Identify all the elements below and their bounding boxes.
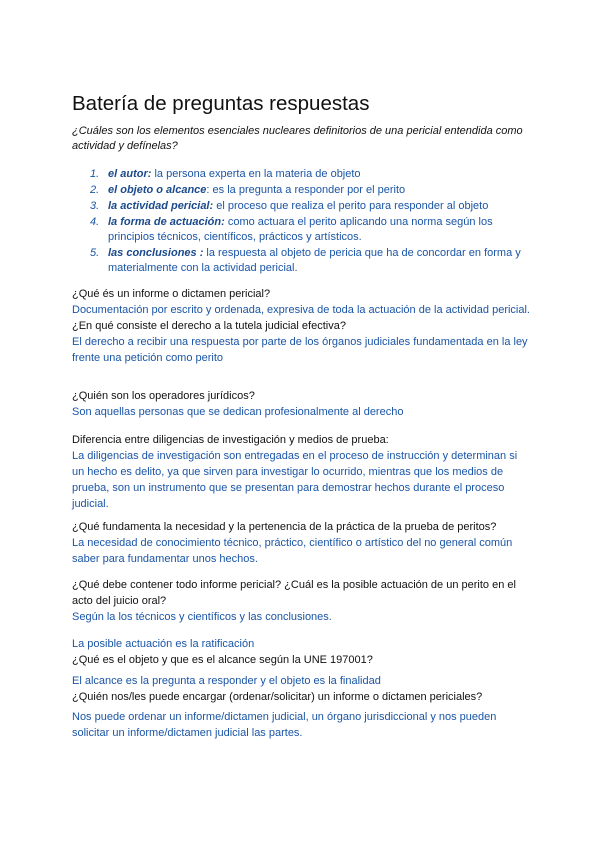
qa-encargo-informe [72,709,532,741]
list-item [90,199,530,214]
qa-informe-pericial [72,286,532,366]
question-text: Diferencia entre diligencias de investigación y medios de prueba: [72,434,389,446]
list-item [90,215,530,245]
intro-question: ¿Cuáles son los elementos esenciales nucleares definitorios de una pericial entendida como actividad y defínelas? [72,125,523,152]
question-text: ¿En qué consiste el derecho a la tutela judicial efectiva? [72,320,346,332]
question-text: ¿Qué es el objeto y que es el alcance según la UNE 197001? [72,654,373,666]
question-text: ¿Qué és un informe o dictamen pericial? [72,288,271,300]
answer-text: La diligencias de investigación son entregadas en el proceso de instrucción y determinan si un hecho es delito, ya que sirven para investigar lo ocurrido, mientras que los medios de prueba, son un instrumento que se presentan para demostrar hechos durante el proceso judicial. [72,450,518,510]
list-item [90,183,530,198]
list-text: el proceso que realiza el perito para responder al objeto [213,200,489,212]
list-term: el objeto o alcance [108,184,207,196]
list-number: 5. [90,247,100,259]
list-item [90,167,530,182]
page-title: Batería de preguntas respuestas [72,92,370,115]
list-term: las conclusiones : [108,247,204,259]
answer-text: Documentación por escrito y ordenada, expresiva de toda la actuación de la actividad pericial. [72,304,530,316]
qa-diligencias [72,432,532,512]
answer-text: Son aquellas personas que se dedican profesionalmente al derecho [72,406,404,418]
list-number: 4. [90,216,100,228]
qa-objeto-alcance [72,673,532,705]
answer-text: La posible actuación es la ratificación [72,638,255,650]
list-text: la persona experta en la materia de objeto [151,168,361,180]
question-text: ¿Qué fundamenta la necesidad y la pertenencia de la práctica de la prueba de peritos? [72,521,497,533]
list-term: el autor: [108,168,152,180]
question-text: ¿Quién son los operadores jurídicos? [72,390,255,402]
list-text: : es la pregunta a responder por el perito [206,184,406,196]
list-item [90,246,530,276]
question-text: ¿Qué debe contener todo informe pericial? ¿Cuál es la posible actuación de un perito en el acto del juicio oral? [72,579,516,607]
answer-text: Según la los técnicos y científicos y las conclusiones. [72,611,332,623]
elements-list [90,167,530,277]
answer-text: La necesidad de conocimiento técnico, práctico, científico o artístico del no general común saber para fundamentar unos hechos. [72,537,513,565]
answer-text: Nos puede ordenar un informe/dictamen judicial, un órgano jurisdiccional y nos pueden solicitar un informe/dictamen judicial las partes. [72,711,497,739]
qa-ratificacion [72,636,532,668]
answer-text: El alcance es la pregunta a responder y el objeto es la finalidad [72,675,381,687]
list-term: la actividad pericial: [108,200,214,212]
qa-contenido-informe [72,577,532,625]
question-text: ¿Quién nos/les puede encargar (ordenar/solicitar) un informe o dictamen periciales? [72,691,483,703]
qa-prueba-peritos [72,519,532,567]
list-text: la respuesta al objeto de pericia que ha de concordar en forma y materialmente con la actividad pericial. [108,247,521,274]
list-number: 2. [90,184,100,196]
list-number: 3. [90,200,100,212]
list-number: 1. [90,168,100,180]
answer-text: El derecho a recibir una respuesta por parte de los órganos judiciales fundamentada en la ley frente una petición como perito [72,336,528,364]
list-term: la forma de actuación: [108,216,225,228]
qa-operadores-juridicos [72,388,532,420]
list-text: como actuara el perito aplicando una norma según los principios técnicos, científicos, prácticos y artísticos. [108,216,493,243]
